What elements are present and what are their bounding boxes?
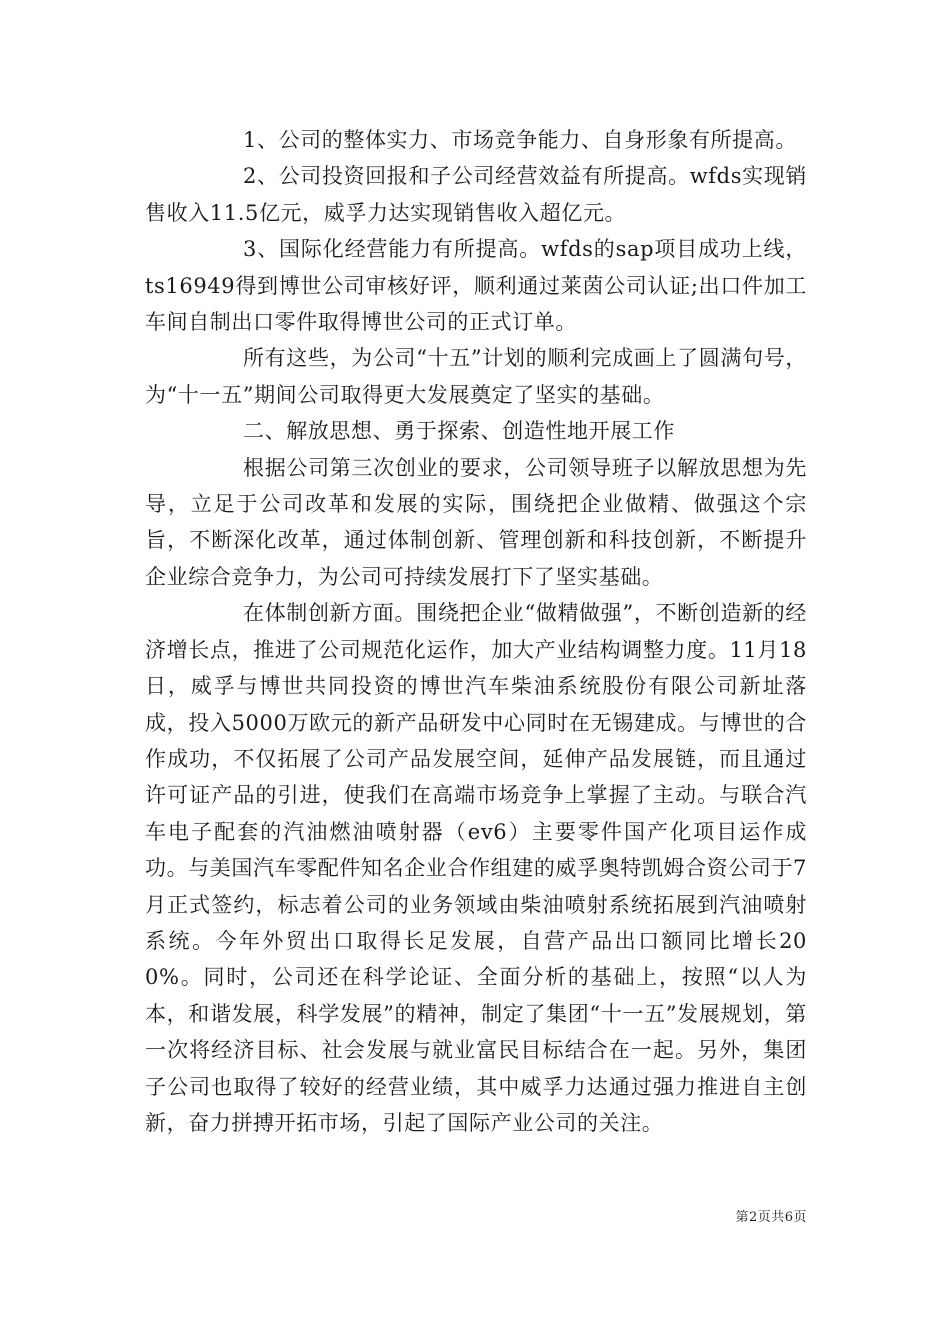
paragraph-point-3: 3、国际化经营能力有所提高。wfds的sap项目成功上线，ts16949得到博世公司审核好评，顺利通过莱茵公司认证;出口件加工车间自制出口零件取得博世公司的正式订单。 [145,237,807,335]
paragraph-point-2: 2、公司投资回报和子公司经营效益有所提高。wfds实现销售收入11.5亿元，威孚力达实现销售收入超亿元。 [145,164,807,225]
page-number: 第2页共6页 [735,1210,807,1225]
document-body [145,122,807,1141]
paragraph-summary: 所有这些，为公司“十五”计划的顺利完成画上了圆满句号，为“十一五”期间公司取得更大发展奠定了坚实的基础。 [145,346,807,407]
section-heading: 二、解放思想、勇于探索、创造性地开展工作 [243,419,675,444]
paragraph-intro: 根据公司第三次创业的要求，公司领导班子以解放思想为先导，立足于公司改革和发展的实际，围绕把企业做精、做强这个宗旨，不断深化改革，通过体制创新、管理创新和科技创新，不断提升企业综合竞争力，为公司可持续发展打下了坚实基础。 [145,455,807,589]
paragraph-point-1: 1、公司的整体实力、市场竞争能力、自身形象有所提高。 [243,128,797,152]
paragraph-institutional-innovation: 在体制创新方面。围绕把企业“做精做强”，不断创造新的经济增长点，推进了公司规范化运作，加大产业结构调整力度。11月18日，威孚与博世共同投资的博世汽车柴油系统股份有限公司新址落成，投入5000万欧元的新产品研发中心同时在无锡建成。与博世的合作成功，不仅拓展了公司产品发展空间，延伸产品发展链，而且通过许可证产品的引进，使我们在高端市场竞争上掌握了主动。与联合汽车电子配套的汽油燃油喷射器（ev6）主要零件国产化项目运作成功。与美国汽车零配件知名企业合作组建的威孚奥特凯姆合资公司于7月正式签约，标志着公司的业务领域由柴油喷射系统拓展到汽油喷射系统。今年外贸出口取得长足发展，自营产品出口额同比增长200%。同时，公司还在科学论证、全面分析的基础上，按照“以人为本，和谐发展，科学发展”的精神，制定了集团“十一五”发展规划，第一次将经济目标、社会发展与就业富民目标结合在一起。另外，集团子公司也取得了较好的经营业绩，其中威孚力达通过强力推进自主创新，奋力拼搏开拓市场，引起了国际产业公司的关注。 [145,601,807,1135]
